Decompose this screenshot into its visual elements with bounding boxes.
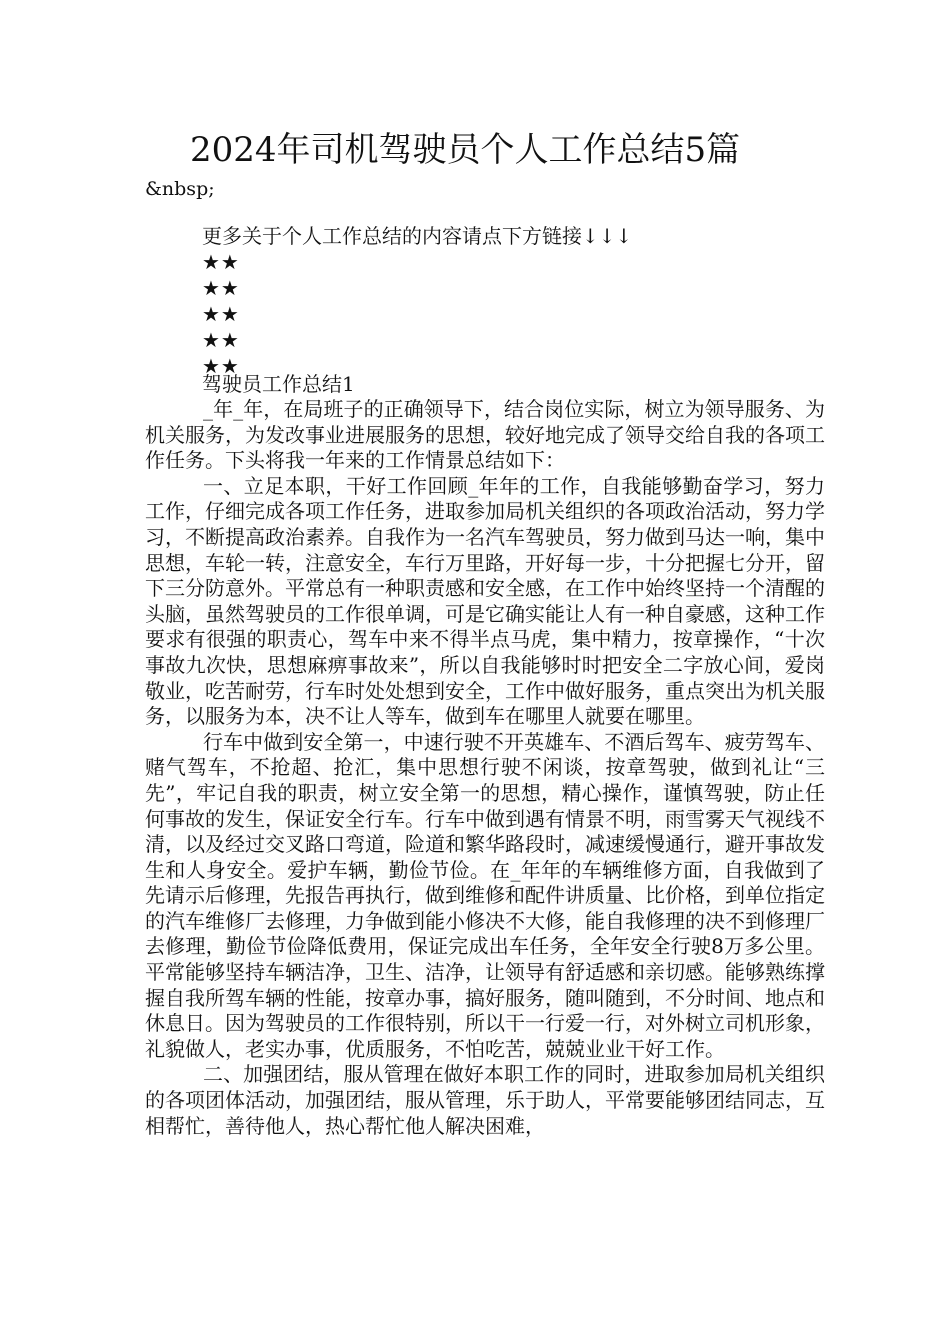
paragraph: _年_年，在局班子的正确领导下，结合岗位实际，树立为领导服务、为机关服务，为发改事业进展服务的思想，较好地完成了领导交给自我的各项工作任务。下头将我一年来的工作情景总结如下：	[145, 397, 825, 473]
stars-list	[202, 249, 240, 379]
paragraph: 二、加强团结，服从管理在做好本职工作的同时，进取参加局机关组织的各项团体活动，加强团结，服从管理，乐于助人，平常要能够团结同志，互相帮忙，善待他人，热心帮忙他人解决困难，	[145, 1062, 825, 1138]
paragraph: 一、立足本职，干好工作回顾_年年的工作，自我能够勤奋学习，努力工作，仔细完成各项工作任务，进取参加局机关组织的各项政治活动，努力学习，不断提高政治素养。自我作为一名汽车驾驶员，努力做到马达一响，集中思想，车轮一转，注意安全，车行万里路，开好每一步，十分把握七分开，留下三分防意外。平常总有一种职责感和安全感，在工作中始终坚持一个清醒的头脑，虽然驾驶员的工作很单调，可是它确实能让人有一种自豪感，这种工作要求有很强的职责心，驾车中来不得半点马虎，集中精力，按章操作，“十次事故九次快，思想麻痹事故来”，所以自我能够时时把安全二字放心间，爱岗敬业，吃苦耐劳，行车时处处想到安全，工作中做好服务，重点突出为机关服务，以服务为本，决不让人等车，做到车在哪里人就要在哪里。	[145, 473, 825, 729]
star-row: ★★	[202, 276, 240, 300]
intro-link-text: 更多关于个人工作总结的内容请点下方链接↓↓↓	[202, 224, 633, 248]
star-row: ★★	[202, 302, 240, 326]
section-title: 驾驶员工作总结1	[202, 372, 355, 396]
document-title: 2024年司机驾驶员个人工作总结5篇	[190, 130, 741, 170]
paragraph: 行车中做到安全第一，中速行驶不开英雄车、不酒后驾车、疲劳驾车、赌气驾车，不抢超、抢汇，集中思想行驶不闲谈，按章驾驶，做到礼让“三先”，牢记自我的职责，树立安全第一的思想，精心操作，谨慎驾驶，防止任何事故的发生，保证安全行车。行车中做到遇有情景不明，雨雪雾天气视线不清，以及经过交叉路口弯道，险道和繁华路段时，减速缓慢通行，避开事故发生和人身安全。爱护车辆，勤俭节俭。在_年年的车辆维修方面，自我做到了先请示后修理，先报告再执行，做到维修和配件讲质量、比价格，到单位指定的汽车维修厂去修理，力争做到能小修决不大修，能自我修理的决不到修理厂去修理，勤俭节俭降低费用，保证完成出车任务，全年安全行驶8万多公里。平常能够坚持车辆洁净，卫生、洁净，让领导有舒适感和亲切感。能够熟练撑握自我所驾车辆的性能，按章办事，搞好服务，随叫随到，不分时间、地点和休息日。因为驾驶员的工作很特别，所以干一行爱一行，对外树立司机形象，礼貌做人，老实办事，优质服务，不怕吃苦，兢兢业业干好工作。	[145, 729, 825, 1061]
nbsp-text: &nbsp;	[145, 178, 215, 200]
star-row: ★★	[202, 328, 240, 352]
body-text	[145, 397, 825, 1139]
star-row: ★★	[202, 250, 240, 274]
star-row: ★★	[202, 354, 240, 378]
